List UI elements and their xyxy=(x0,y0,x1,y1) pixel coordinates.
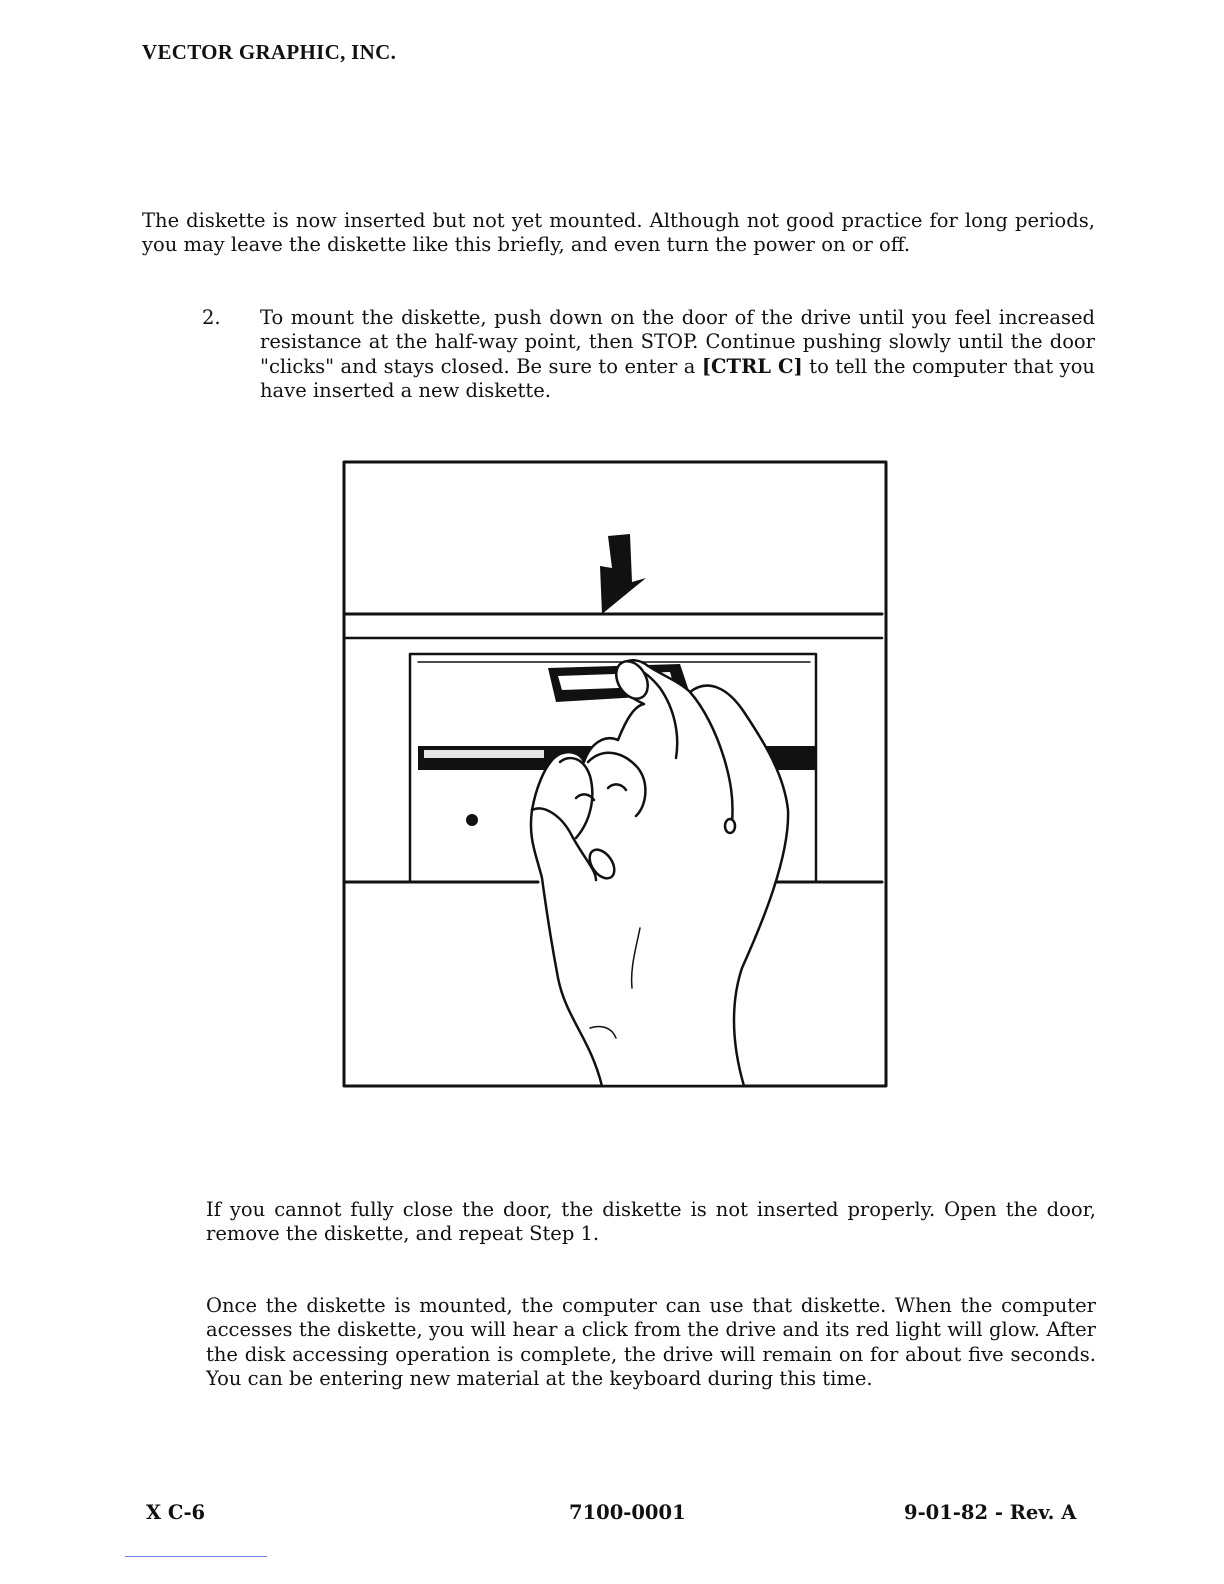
hand-outline xyxy=(531,660,788,1086)
drive-indicator-light xyxy=(466,814,478,826)
push-down-arrow xyxy=(600,534,646,614)
ctrl-c-key: [CTRL C] xyxy=(701,354,803,378)
close-door-paragraph: If you cannot fully close the door, the diskette is not inserted properly. Open the door, remove the diskette, and repeat Step 1. xyxy=(206,1198,1096,1246)
mounted-paragraph: Once the diskette is mounted, the computer can use that diskette. When the computer accesses the diskette, you will hear a click from the drive and its red light will glow. After the disk accessing operation is complete, the drive will remain on for about five seconds. You can be entering new material at the keyboard during this time. xyxy=(206,1294,1096,1391)
step-2-text-end: to tell the computer that you have inserted a new diskette. xyxy=(260,354,1095,403)
company-header: VECTOR GRAPHIC, INC. xyxy=(142,40,397,64)
step-number: 2. xyxy=(202,306,221,329)
scan-margin-line xyxy=(125,1556,267,1557)
revision-date: 9-01-82 - Rev. A xyxy=(904,1501,1077,1524)
thumb-nail xyxy=(725,819,735,833)
slot-highlight xyxy=(424,750,544,758)
step-2-paragraph xyxy=(260,306,1095,404)
page-number: X C-6 xyxy=(146,1501,206,1524)
step-2-text-start: To mount the diskette, push down on the door of the drive until you feel increased resistance at the half-way point, then STOP. Continue pushing slowly until the door "clicks" and stays closed. Be sure to enter a xyxy=(260,306,1095,378)
document-number: 7100-0001 xyxy=(569,1501,686,1524)
intro-paragraph: The diskette is now inserted but not yet mounted. Although not good practice for long periods, you may leave the diskette like this briefly, and even turn the power on or off. xyxy=(142,209,1095,257)
drive-door-illustration xyxy=(340,458,892,1090)
